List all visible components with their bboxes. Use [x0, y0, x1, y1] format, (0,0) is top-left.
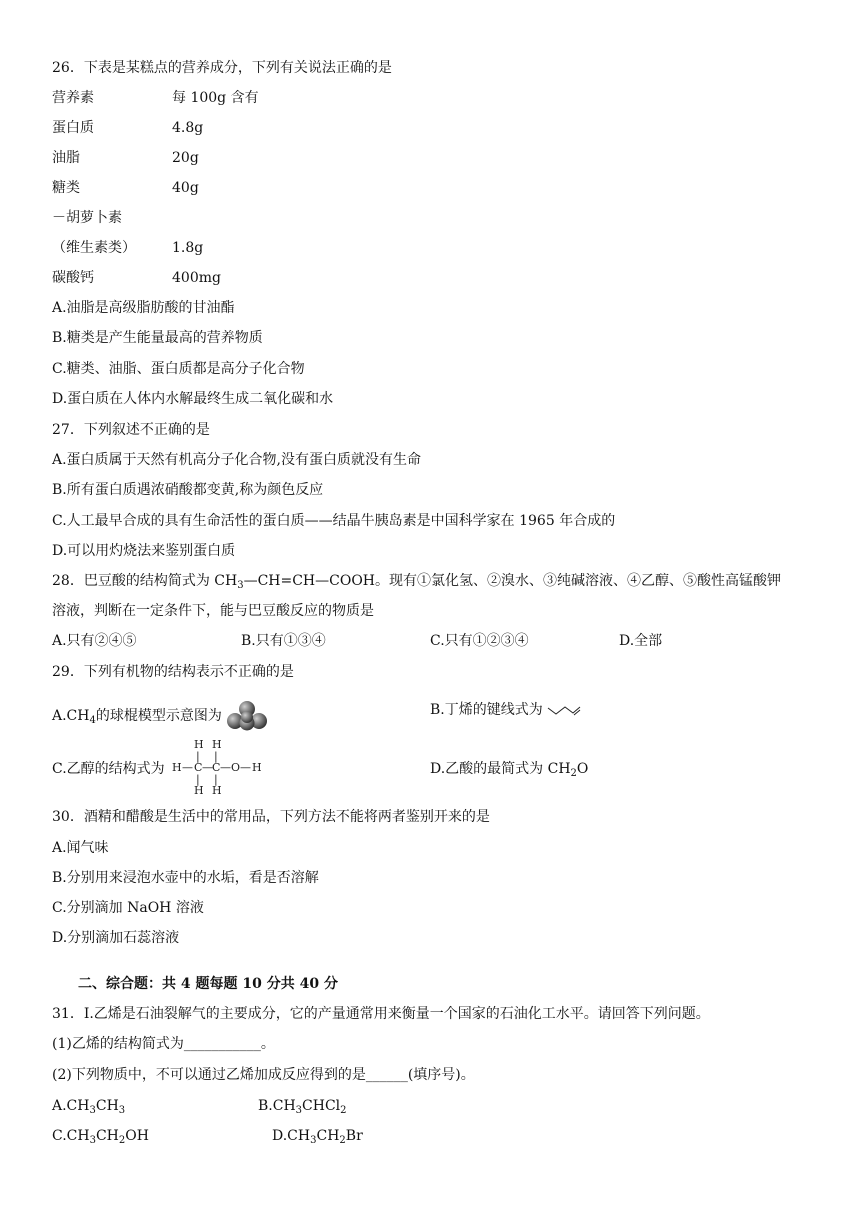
q26-stem: 26．下表是某糕点的营养成分，下列有关说法正确的是	[52, 60, 392, 76]
table-row-label: （维生素类）	[52, 240, 136, 256]
q27-option-a: A.蛋白质属于天然有机高分子化合物,没有蛋白质就没有生命	[52, 452, 422, 468]
q31-option-c: $C.CH_3CH_2OH$	[52, 1128, 149, 1146]
table-row-value: 400mg	[172, 270, 221, 286]
ball-and-stick-model-icon	[226, 701, 268, 731]
q29-option-b: B.丁烯的键线式为	[430, 701, 581, 719]
q28-option-a: A.只有②④⑤	[52, 633, 137, 649]
section-heading: 二、综合题：共 4 题每题 10 分共 40 分	[78, 976, 338, 992]
table-row-label: 糖类	[52, 180, 80, 196]
table-row-value: 每 100g 含有	[172, 90, 259, 106]
q29-option-d: D.乙酸的最简式为 $CH_2O$	[430, 761, 589, 779]
q29-option-c: C.乙醇的结构式为	[52, 761, 165, 777]
q30-option-a: A.闻气味	[52, 840, 109, 856]
q30-option-c: C.分别滴加 NaOH 溶液	[52, 900, 204, 916]
q30-stem: 30．酒精和醋酸是生活中的常用品，下列方法不能将两者鉴别开来的是	[52, 809, 490, 825]
q31-option-b: $B.CH_3CHCl_2$	[258, 1098, 347, 1116]
table-row-label: 营养素	[52, 90, 94, 106]
q26-option-b: B.糖类是产生能量最高的营养物质	[52, 330, 263, 346]
ethanol-structural-formula: H H | | H — C — C — O — H | | H H	[172, 738, 262, 797]
q31-sub2: (2)下列物质中，不可以通过乙烯加成反应得到的是______(填序号)。	[52, 1067, 475, 1083]
q27-stem: 27．下列叙述不正确的是	[52, 422, 210, 438]
table-row-value: 40g	[172, 180, 199, 196]
q27-option-c: C.人工最早合成的具有生命活性的蛋白质——结晶牛胰岛素是中国科学家在 1965 年合成的	[52, 513, 616, 529]
table-row-value: 20g	[172, 150, 199, 166]
q31-sub1: (1)乙烯的结构简式为___________。	[52, 1036, 275, 1052]
q28-option-d: D.全部	[619, 633, 663, 649]
q29-stem: 29．下列有机物的结构表示不正确的是	[52, 664, 294, 680]
table-row-value: 4.8g	[172, 120, 204, 136]
q28-stem-line2: 溶液，判断在一定条件下，能与巴豆酸反应的物质是	[52, 603, 374, 619]
q27-option-b: B.所有蛋白质遇浓硝酸都变黄,称为颜色反应	[52, 482, 324, 498]
q26-option-a: A.油脂是高级脂肪酸的甘油酯	[52, 300, 235, 316]
table-row-label: 油脂	[52, 150, 80, 166]
table-row-label: 蛋白质	[52, 120, 94, 136]
q30-option-d: D.分别滴加石蕊溶液	[52, 930, 180, 946]
q26-option-c: C.糖类、油脂、蛋白质都是高分子化合物	[52, 361, 305, 377]
q27-option-d: D.可以用灼烧法来鉴别蛋白质	[52, 543, 236, 559]
butene-skeletal-formula-icon	[547, 703, 581, 717]
q28-stem: 28．巴豆酸的结构简式为 $CH_3—CH=CH—COOH$。现有①氯化氢、②溴水、③纯碱溶液、④乙醇、⑤酸性高锰酸钾	[52, 573, 782, 591]
q31-option-a: $A.CH_3CH_3$	[52, 1098, 126, 1116]
q26-option-d: D.蛋白质在人体内水解最终生成二氧化碳和水	[52, 391, 334, 407]
table-row-value: 1.8g	[172, 240, 204, 256]
table-row-label: 碳酸钙	[52, 270, 94, 286]
q28-option-b: B.只有①③④	[241, 633, 326, 649]
q31-option-d: $D.CH_3CH_2Br$	[272, 1128, 363, 1146]
table-row-label: －胡萝卜素	[52, 210, 122, 226]
q30-option-b: B.分别用来浸泡水壶中的水垢，看是否溶解	[52, 870, 319, 886]
q31-stem: 31．I.乙烯是石油裂解气的主要成分，它的产量通常用来衡量一个国家的石油化工水平。请回答下列问题。	[52, 1006, 710, 1022]
q28-option-c: C.只有①②③④	[430, 633, 529, 649]
q29-option-a: $A.CH_4$的球棍模型示意图为	[52, 701, 268, 731]
